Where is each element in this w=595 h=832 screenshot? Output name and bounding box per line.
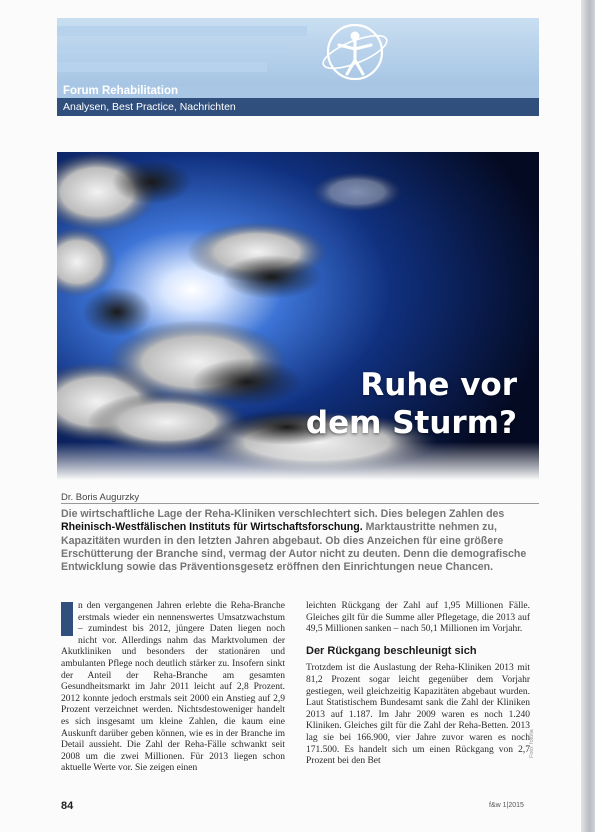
author-byline: Dr. Boris Augurzky	[61, 492, 140, 503]
headline-line-1: Ruhe vor	[360, 367, 517, 403]
article-lead	[61, 508, 541, 574]
section-banner	[57, 18, 539, 116]
divider	[61, 503, 539, 504]
issue-label: f&w 1|2015	[489, 802, 524, 809]
banner-band	[57, 62, 267, 72]
body-paragraph: leichten Rückgang der Zahl auf 1,95 Millionen Fälle. Gleiches gilt für die Summe aller Pflegetage, die 2013 auf 49,5 Millionen sanken – nach 50,1 Millionen im Vorjahr.	[306, 601, 530, 635]
banner-band	[57, 44, 287, 54]
page-number: 84	[61, 800, 74, 812]
section-subbar	[57, 98, 539, 116]
text-column-right	[306, 601, 530, 768]
lead-text-2: Marktaustritte nehmen zu, Kapazitäten wurden in den letzten Jahren abgebaut. Ob dies Anzeichen für eine größere Erschütterung der Branche sind, vermag der Autor nicht zu deuten. Denn die demografische Entwicklung sowie das Präventionsgesetz eröffnen den Einrichtungen neue Chancen.	[61, 521, 527, 574]
section-brand-title: Forum Rehabilitation	[63, 85, 178, 97]
body-paragraph: Trotzdem ist die Auslastung der Reha-Kliniken 2013 mit 81,2 Prozent sogar leicht gegenüber dem Vorjahr gestiegen, weil gleichzeitig Kapazitäten abgebaut wurden. Laut Statistischem Bundesamt sank die Zahl der Kliniken 2013 auf 1.187. Im Jahr 2009 waren es noch 1.240 Kliniken. Gleiches gilt für die Zahl der Reha-Betten. 2013 lag sie bei 166.900, vier Jahre zuvor waren es noch 171.500. Es handelt sich um einen Rückgang von 2,7 Prozent bei den Bet	[306, 663, 530, 767]
text-column-left	[61, 601, 285, 775]
vitruvian-man-logo-icon	[319, 20, 391, 84]
page-edge-shadow	[581, 0, 595, 832]
section-subline: Analysen, Best Practice, Nachrichten	[63, 101, 236, 113]
drop-cap-block	[61, 602, 73, 636]
body-paragraph: n den vergangenen Jahren erlebte die Reha-Branche erstmals wieder ein nennenswertes Umsatzwachstum – zumindest bis 2012, jüngere Daten liegen noch nicht vor. Allerdings nahm das Marktvolumen der Akutkliniken und besonders der stationären und ambulanten Pflege noch deutlich stärker zu. Insofern sinkt der Anteil der Reha-Branche am gesamten Gesundheitsmarkt im Jahr 2011 leicht auf 2,8 Prozent. 2012 konnte jedoch erstmals seit 2000 ein Anstieg auf 2,9 Prozent verzeichnet werden. Nichtsdestoweniger handelt es sich insgesamt um kleine Zahlen, die kaum eine Auskunft darüber geben können, wie es in der Branche im Detail aussieht. Die Zahl der Reha-Fälle schwankt seit 2008 um die zwei Millionen. Für 2013 liegen schon aktuelle Werte vor. Sie zeigen einen	[61, 601, 285, 774]
article-headline	[306, 366, 517, 442]
banner-band	[57, 26, 307, 36]
headline-line-2: dem Sturm?	[305, 405, 517, 441]
lead-emphasis: Rheinisch-Westfälischen Instituts für Wirtschaftsforschung.	[61, 521, 363, 534]
lead-text-1: Die wirtschaftliche Lage der Reha-Kliniken verschlechtert sich. Dies belegen Zahlen des	[61, 508, 505, 520]
section-subheading: Der Rückgang beschleunigt sich	[306, 644, 477, 657]
image-credit: Foto: fotolia	[529, 729, 535, 758]
hero-image	[57, 152, 539, 480]
